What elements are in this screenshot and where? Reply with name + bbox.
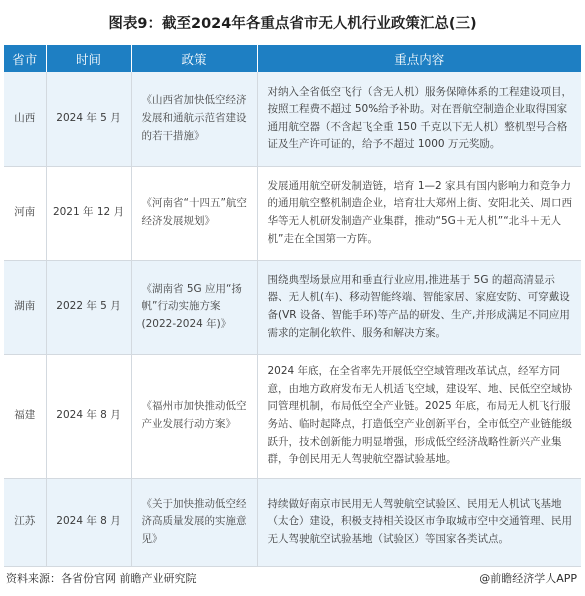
cell-time: 2021 年 12 月 [46, 166, 131, 260]
policy-table [4, 45, 581, 567]
column-header-time: 时间 [46, 45, 131, 72]
column-header-province: 省市 [4, 45, 46, 72]
source-note: 资料来源：各省份官网 前瞻产业研究院 [6, 572, 197, 585]
cell-content: 对纳入全省低空飞行（含无人机）服务保障体系的工程建设项目，按照工程费不超过 50%给予补助。对在晋航空制造企业取得国家通用航空器（不含起飞全重 150 千克以下无人机）整机型号合格证及生产许可证的，给予不超过 1000 万元奖励。 [257, 72, 581, 166]
brand-text: @前瞻经济学人APP [479, 572, 577, 585]
table-header-row [4, 45, 581, 72]
cell-content: 持续做好南京市民用无人驾驶航空试验区、民用无人机试飞基地（太仓）建设，积极支持相关设区市争取城市空中交通管理、民用无人驾驶航空试验基地（试验区）等国家各类试点。 [257, 478, 581, 566]
brand-credit [479, 570, 577, 586]
cell-province: 湖南 [4, 260, 46, 354]
cell-policy: 《福州市加快推动低空产业发展行动方案》 [131, 354, 257, 478]
cell-province: 山西 [4, 72, 46, 166]
table-row [4, 260, 581, 354]
cell-province: 福建 [4, 354, 46, 478]
cell-content: 围绕典型场景应用和垂直行业应用,推进基于 5G 的超高清显示器、无人机(车)、移动智能终端、智能家居、家庭安防、可穿戴设备(VR 设备、智能手环)等产品的研发、生产,并形成满足不同应用需求的定制化软件、服务和解决方案。 [257, 260, 581, 354]
cell-content: 发展通用航空研发制造链，培育 1—2 家具有国内影响力和竞争力的通用航空整机制造企业，培育壮大郑州上街、安阳北关、周口西华等无人机研发制造产业集群，推动“5G＋无人机”“北斗＋无人机”走在全国第一方阵。 [257, 166, 581, 260]
table-row [4, 354, 581, 478]
table-row [4, 72, 581, 166]
cell-content: 2024 年底，在全省率先开展低空空域管理改革试点，经军方同意，由地方政府发布无人机适飞空域，建设军、地、民低空空域协同管理机制，布局低空全产业链。2025 年底，布局无人机飞行服务站、临时起降点，打造低空产业创新平台，全市低空产业链能级跃升，技术创新能力明显增强，形成低空经济战略性新兴产业集群，争创民用无人驾驶航空器试验基地。 [257, 354, 581, 478]
cell-time: 2024 年 8 月 [46, 478, 131, 566]
column-header-policy: 政策 [131, 45, 257, 72]
cell-time: 2024 年 8 月 [46, 354, 131, 478]
column-header-content: 重点内容 [257, 45, 581, 72]
table-row [4, 166, 581, 260]
cell-policy: 《河南省“十四五”航空经济发展规划》 [131, 166, 257, 260]
cell-province: 河南 [4, 166, 46, 260]
cell-policy: 《关于加快推动低空经济高质量发展的实施意见》 [131, 478, 257, 566]
footer [6, 568, 577, 588]
cell-time: 2022 年 5 月 [46, 260, 131, 354]
cell-province: 江苏 [4, 478, 46, 566]
table-row [4, 478, 581, 566]
cell-policy: 《湖南省 5G 应用“扬帆”行动实施方案(2022-2024 年)》 [131, 260, 257, 354]
table-title: 图表9：截至2024年各重点省市无人机行业政策汇总(三) [108, 15, 477, 32]
cell-time: 2024 年 5 月 [46, 72, 131, 166]
cell-policy: 《山西省加快低空经济发展和通航示范省建设的若干措施》 [131, 72, 257, 166]
